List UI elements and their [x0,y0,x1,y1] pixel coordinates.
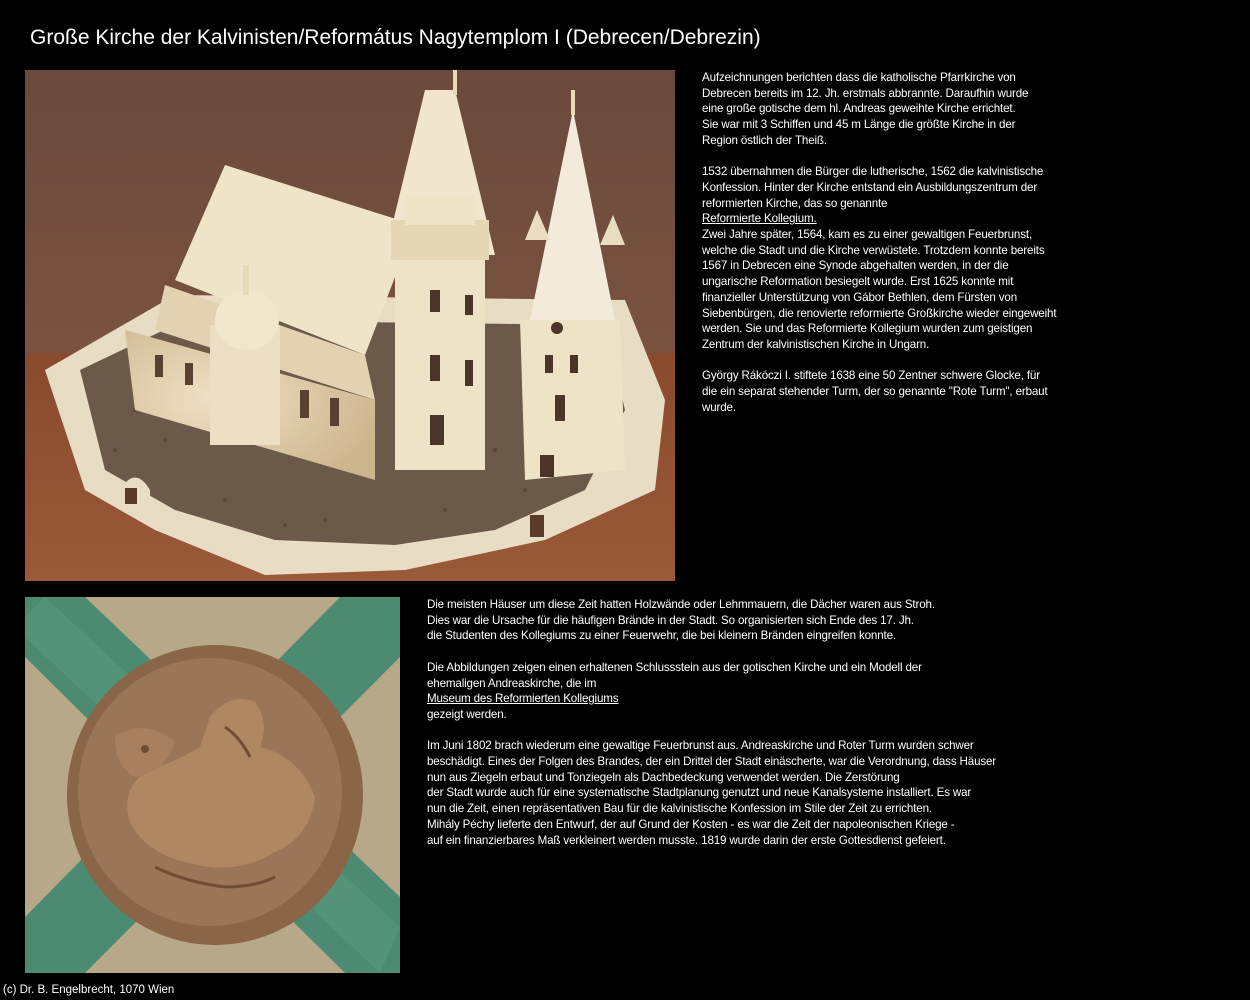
church-model-photo [25,70,675,581]
history-text-2 [427,597,996,848]
text-line: Die meisten Häuser um diese Zeit hatten Holzwände oder Lehmmauern, die Dächer waren aus Stroh. [427,598,935,611]
link-museum-kollegium[interactable]: Museum des Reformierten Kollegiums [427,692,619,706]
text-line: Debrecen bereits im 12. Jh. erstmals abbrannte. Daraufhin wurde [702,86,1029,100]
text-line: nun die Zeit, einen repräsentativen Bau für die kalvinistische Konfession im Stile der Zeit zu errichten. [427,802,932,816]
text-line: Sie war mit 3 Schiffen und 45 m Länge die größte Kirche in der [702,118,1016,132]
text-line: ehemaligen Andreaskirche, die im [427,676,597,690]
text-line: die Studenten des Kollegiums zu einer Feuerwehr, die bei kleinern Bränden eingreifen konnte. [427,629,896,643]
text-line: der Stadt wurde auch für eine systematische Stadtplanung genutzt und neue Kanalsysteme installiert. Es war [427,786,972,800]
text-line: Zentrum der kalvinistischen Kirche in Ungarn. [702,337,930,351]
text-line: Mihály Péchy lieferte den Entwurf, der auf Grund der Kosten - es war die Zeit der napoleonischen Kriege - [427,817,955,831]
copyright-footer: (c) Dr. B. Engelbrecht, 1070 Wien [3,984,175,996]
text-line: beschädigt. Eines der Folgen des Brandes, der ein Drittel der Stadt einäscherte, war die Verordnung, dass Häuser [427,755,997,768]
text-line: Im Juni 1802 brach wiederum eine gewaltige Feuerbrunst aus. Andreaskirche und Roter Turm wurden schwer [427,739,974,753]
text-line: Siebenbürgen, die renovierte reformierte Großkirche wieder eingeweiht [702,306,1057,320]
text-line: gezeigt werden. [427,707,507,721]
history-text-1 [702,70,1056,415]
keystone-photo [25,597,400,973]
text-line: Aufzeichnungen berichten dass die katholische Pfarrkirche von [702,71,1016,84]
text-line: Zwei Jahre später, 1564, kam es zu einer gewaltigen Feuerbrunst, [702,228,1033,242]
text-line: nun aus Ziegeln erbaut und Tonziegeln als Dachbedeckung verwendet werden. Die Zerstörung [427,770,900,784]
text-line: Region östlich der Theiß. [702,133,827,147]
text-line: Dies war die Ursache für die häufigen Brände in der Stadt. So organisierten sich Ende des 17. Jh. [427,613,914,627]
text-line: 1532 übernahmen die Bürger die lutherische, 1562 die kalvinistische [702,165,1044,179]
text-line: auf ein finanzierbares Maß verkleinert werden musste. 1819 wurde darin der erste Gottesdienst gefeiert. [427,833,946,847]
text-line: eine große gotische dem hl. Andreas geweihte Kirche errichtet. [702,102,1016,116]
text-line: wurde. [702,400,736,414]
text-line: die ein separat stehender Turm, der so genannte "Rote Turm", erbaut [702,385,1048,399]
page-title: Große Kirche der Kalvinisten/Református Nagytemplom I (Debrecen/Debrezin) [30,26,761,49]
text-line: György Rákóczi I. stiftete 1638 eine 50 Zentner schwere Glocke, für [702,369,1040,383]
text-line: ungarische Reformation besiegelt wurde. Erst 1625 konnte mit [702,275,1014,289]
text-line: welche die Stadt und die Kirche verwüstete. Trotzdem konnte bereits [702,243,1045,257]
link-reformierte-kollegium[interactable]: Reformierte Kollegium. [702,212,817,226]
text-line: reformierten Kirche, das so genannte [702,196,888,210]
text-line: 1567 in Debrecen eine Synode abgehalten werden, in der die [702,259,1009,273]
text-line: finanzieller Unterstützung von Gábor Bethlen, dem Fürsten von [702,290,1018,304]
text-line: Konfession. Hinter der Kirche entstand ein Ausbildungszentrum der [702,180,1038,194]
text-line: werden. Sie und das Reformierte Kollegium wurden zum geistigen [702,322,1033,336]
text-line: Die Abbildungen zeigen einen erhaltenen Schlussstein aus der gotischen Kirche und ein Modell der [427,660,922,674]
